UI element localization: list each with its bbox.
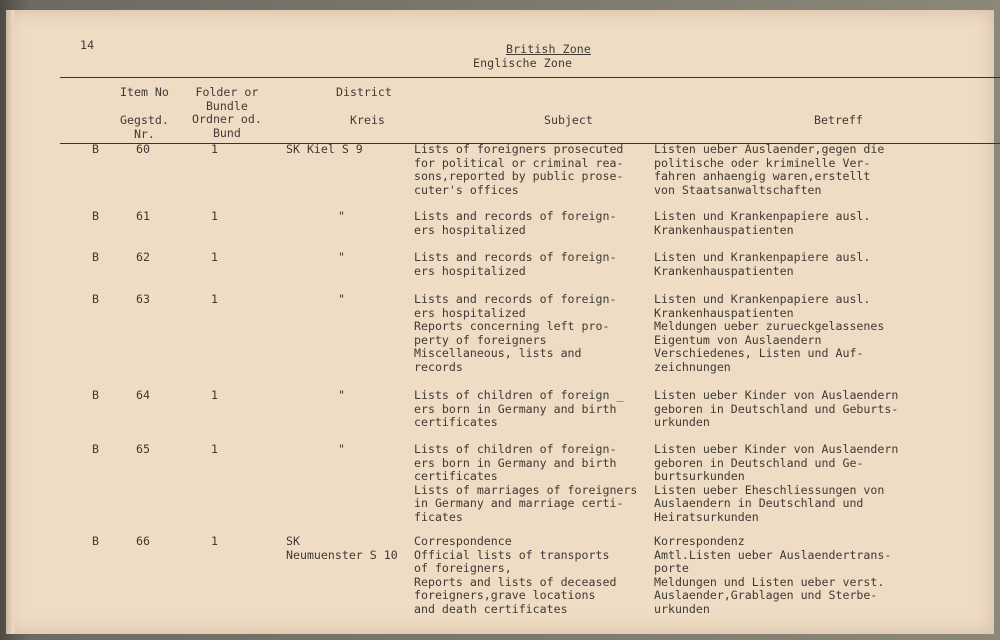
row-folder: 1 bbox=[211, 292, 218, 306]
page-number: 14 bbox=[80, 38, 95, 52]
row-folder: 1 bbox=[211, 534, 218, 548]
row-type: B bbox=[92, 388, 99, 402]
row-district: " bbox=[338, 250, 345, 264]
row-subject: Lists of children of foreign- ers born in Germany and birth certificates Lists of marriages of foreigners in Germany and marriage certi- ficates bbox=[414, 442, 638, 524]
row-type: B bbox=[92, 292, 99, 306]
header-betreff: Betreff bbox=[814, 113, 863, 127]
row-subject: Lists of children of foreign _ ers born in Germany and birth certificates bbox=[414, 388, 624, 430]
row-betreff: Korrespondenz Amtl.Listen ueber Auslaendertrans- porte Meldungen und Listen ueber verst. Auslaender,Grablagen und Sterbe- urkunden bbox=[654, 534, 892, 616]
row-subject: Lists and records of foreign- ers hospitalized bbox=[414, 209, 617, 237]
zone-title-english: British Zone bbox=[506, 42, 591, 56]
row-item-no: 62 bbox=[136, 250, 150, 264]
row-subject: Lists and records of foreign- ers hospitalized Reports concerning left pro- perty of foreigners Miscellaneous, lists and records bbox=[414, 292, 617, 374]
row-item-no: 61 bbox=[136, 209, 150, 223]
row-betreff: Listen und Krankenpapiere ausl. Krankenhauspatienten Meldungen ueber zurueckgelassenes Eigentum von Auslaendern Verschiedenes, Listen und Auf- zeichnungen bbox=[654, 292, 885, 374]
row-item-no: 65 bbox=[136, 442, 150, 456]
zone-title-german: Englische Zone bbox=[473, 56, 573, 70]
row-folder: 1 bbox=[211, 250, 218, 264]
row-folder: 1 bbox=[211, 442, 218, 456]
row-subject: Lists of foreigners prosecuted for political or criminal rea- sons,reported by public prose- cuter's offices bbox=[414, 142, 624, 197]
row-district: " bbox=[338, 292, 345, 306]
row-type: B bbox=[92, 209, 99, 223]
header-item-no: Item No bbox=[120, 85, 169, 99]
row-subject: Lists and records of foreign- ers hospitalized bbox=[414, 250, 617, 278]
row-betreff: Listen und Krankenpapiere ausl. Krankenhauspatienten bbox=[654, 209, 871, 237]
row-betreff: Listen und Krankenpapiere ausl. Krankenhauspatienten bbox=[654, 250, 871, 278]
row-district: SK Neumuenster S 10 bbox=[286, 534, 398, 562]
header-district-de: Kreis bbox=[350, 113, 385, 127]
header-item-no-de: Gegstd. Nr. bbox=[120, 113, 169, 141]
row-betreff: Listen ueber Kinder von Auslaendern geboren in Deutschland und Geburts- urkunden bbox=[654, 388, 899, 430]
row-type: B bbox=[92, 250, 99, 264]
row-district: SK Kiel S 9 bbox=[286, 142, 363, 156]
row-district: " bbox=[338, 442, 345, 456]
row-folder: 1 bbox=[211, 388, 218, 402]
row-subject: Correspondence Official lists of transports of foreigners, Reports and lists of deceased foreigners,grave locations and death certificates bbox=[414, 534, 617, 616]
row-item-no: 60 bbox=[136, 142, 150, 156]
row-district: " bbox=[338, 388, 345, 402]
row-district: " bbox=[338, 209, 345, 223]
row-folder: 1 bbox=[211, 209, 218, 223]
row-type: B bbox=[92, 442, 99, 456]
document-page bbox=[6, 10, 994, 634]
page-edge bbox=[6, 10, 14, 634]
row-folder: 1 bbox=[211, 142, 218, 156]
header-district: District bbox=[336, 85, 392, 99]
header-folder: Folder or Bundle Ordner od. Bund bbox=[192, 85, 262, 140]
row-type: B bbox=[92, 534, 99, 548]
row-betreff: Listen ueber Kinder von Auslaendern geboren in Deutschland und Ge- burtsurkunden Listen ueber Eheschliessungen von Auslaendern in Deutschland und Heiratsurkunden bbox=[654, 442, 899, 524]
row-type: B bbox=[92, 142, 99, 156]
row-item-no: 66 bbox=[136, 534, 150, 548]
row-item-no: 63 bbox=[136, 292, 150, 306]
header-rule-top bbox=[60, 77, 1000, 78]
row-betreff: Listen ueber Auslaender,gegen die politische oder kriminelle Ver- fahren anhaengig waren,erstellt von Staatsanwaltschaften bbox=[654, 142, 885, 197]
header-subject: Subject bbox=[544, 113, 593, 127]
row-item-no: 64 bbox=[136, 388, 150, 402]
